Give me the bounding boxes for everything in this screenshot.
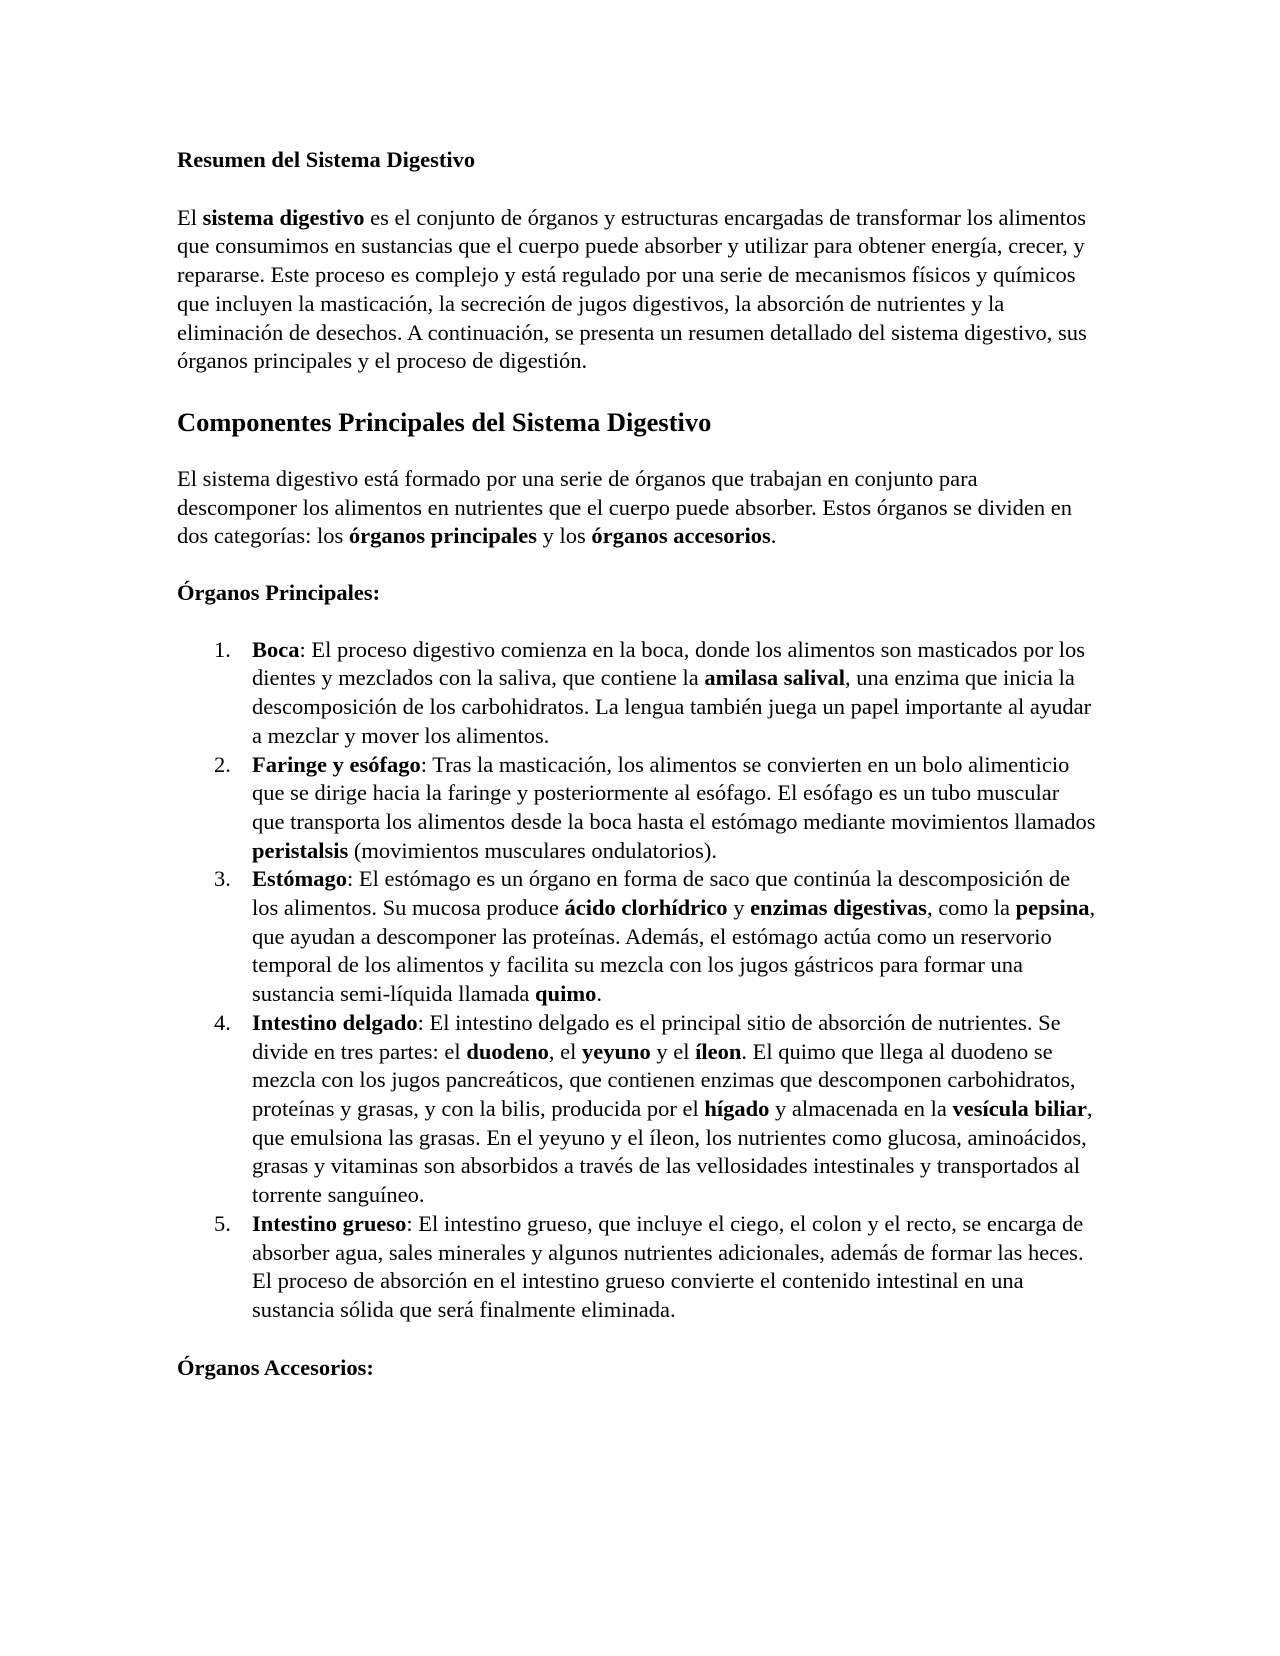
bold-term: íleon <box>695 1038 742 1064</box>
text-run: y el <box>650 1038 696 1064</box>
text-run: , el <box>548 1038 582 1064</box>
principal-organs-list <box>177 636 1097 1325</box>
bold-term: Estómago <box>252 866 347 892</box>
bold-term: vesícula biliar <box>952 1095 1087 1121</box>
text-run: y <box>727 895 751 921</box>
text-run: : El intestino delgado es el principal sitio de absorción de nutrientes. Se divide en tres partes: el <box>252 1009 1061 1064</box>
list-item-text <box>252 752 1096 863</box>
document-title: Resumen del Sistema Digestivo <box>177 147 476 172</box>
bold-term: enzimas digestivas <box>750 895 927 921</box>
bold-term: amilasa salival <box>704 665 845 691</box>
list-item-text <box>252 637 1091 748</box>
list-item-estomago <box>177 865 1097 1009</box>
text-run: (movimientos musculares ondulatorios). <box>348 837 717 863</box>
text-run: y almacenada en la <box>769 1095 953 1121</box>
text-run: El <box>177 204 203 230</box>
bold-term: peristalsis <box>252 837 349 863</box>
principal-organs-heading: Órganos Principales: <box>177 580 381 606</box>
list-item-text <box>252 1211 1084 1322</box>
list-number: 3. <box>214 866 231 892</box>
bold-term: duodeno <box>466 1038 549 1064</box>
list-item-intestino-grueso <box>177 1210 1097 1325</box>
list-item-faringe-esofago <box>177 751 1097 866</box>
bold-term: quimo <box>535 981 597 1007</box>
text-run: : El intestino grueso, que incluye el ciego, el colon y el recto, se encarga de absorber agua, sales minerales y algunos nutrientes adicionales, además de formar las heces. El proceso de absorción en el intestino grueso convierte el contenido intestinal en una sustancia sólida que será finalmente eliminada. <box>252 1210 1084 1322</box>
bold-term: sistema digestivo <box>202 204 365 230</box>
components-paragraph <box>177 465 1097 551</box>
bold-term: hígado <box>704 1095 770 1121</box>
bold-term: Intestino delgado <box>252 1009 418 1035</box>
text-run: . <box>770 523 777 549</box>
text-run: , que ayudan a descomponer las proteínas. Además, el estómago actúa como un reservorio temporal de los alimentos y facilita su mezcla con los jugos gástricos para formar una sustancia semi-líquida llamada <box>252 895 1096 1007</box>
list-item-text <box>252 1010 1092 1207</box>
bold-term: ácido clorhídrico <box>564 895 728 921</box>
list-number: 5. <box>214 1210 231 1236</box>
text-run: , que emulsiona las grasas. En el yeyuno y el íleon, los nutrientes como glucosa, aminoácidos, grasas y vitaminas son absorbidos a través de las vellosidades intestinales y transportados al torrente sanguíneo. <box>252 1095 1093 1208</box>
components-heading: Componentes Principales del Sistema Digestivo <box>177 406 712 437</box>
bold-term: pepsina <box>1015 895 1090 921</box>
text-run: : El proceso digestivo comienza en la boca, donde los alimentos son masticados por los dientes y mezclados con la saliva, que contiene la <box>252 636 1085 691</box>
bold-term: órganos principales <box>348 523 537 549</box>
list-number: 2. <box>214 751 231 777</box>
list-item-text <box>252 866 1095 1006</box>
bold-term: Faringe y esófago <box>252 751 421 777</box>
text-run: : El estómago es un órgano en forma de saco que continúa la descomposición de los alimentos. Su mucosa produce <box>252 866 1071 921</box>
intro-paragraph <box>177 204 1097 376</box>
document-page <box>177 146 1097 1410</box>
text-run: es el conjunto de órganos y estructuras encargadas de transformar los alimentos que consumimos en sustancias que el cuerpo puede absorber y utilizar para obtener energía, crecer, y repararse. Este proceso es complejo y está regulado por una serie de mecanismos físicos y químicos que incluyen la masticación, la secreción de jugos digestivos, la absorción de nutrientes y la eliminación de desechos. A continuación, se presenta un resumen detallado del sistema digestivo, sus órganos principales y el proceso de digestión. <box>177 204 1087 374</box>
list-number: 4. <box>214 1009 231 1035</box>
bold-term: yeyuno <box>581 1038 651 1064</box>
list-item-intestino-delgado <box>177 1009 1097 1210</box>
list-number: 1. <box>214 636 231 662</box>
list-item-boca <box>177 636 1097 751</box>
bold-term: Boca <box>252 636 300 662</box>
text-run: . <box>596 981 602 1007</box>
text-run: El sistema digestivo está formado por una serie de órganos que trabajan en conjunto para descomponer los alimentos en nutrientes que el cuerpo puede absorber. Estos órganos se dividen en dos categorías: los <box>177 465 1072 549</box>
text-run: , una enzima que inicia la descomposición de los carbohidratos. La lengua también juega un papel importante al ayudar a mezclar y mover los alimentos. <box>252 665 1092 748</box>
accessory-organs-heading: Órganos Accesorios: <box>177 1354 374 1380</box>
text-run: y los <box>537 523 592 549</box>
text-run: : Tras la masticación, los alimentos se convierten en un bolo alimenticio que se dirige hacia la faringe y posteriormente al esófago. El esófago es un tubo muscular que transporta los alimentos desde la boca hasta el estómago mediante movimientos llamados <box>252 751 1096 834</box>
text-run: , como la <box>926 895 1016 921</box>
bold-term: Intestino grueso <box>252 1210 407 1236</box>
text-run: . El quimo que llega al duodeno se mezcla con los jugos pancreáticos, que contienen enzimas que descomponen carbohidratos, proteínas y grasas, y con la bilis, producida por el <box>252 1038 1076 1121</box>
bold-term: órganos accesorios <box>591 523 771 549</box>
